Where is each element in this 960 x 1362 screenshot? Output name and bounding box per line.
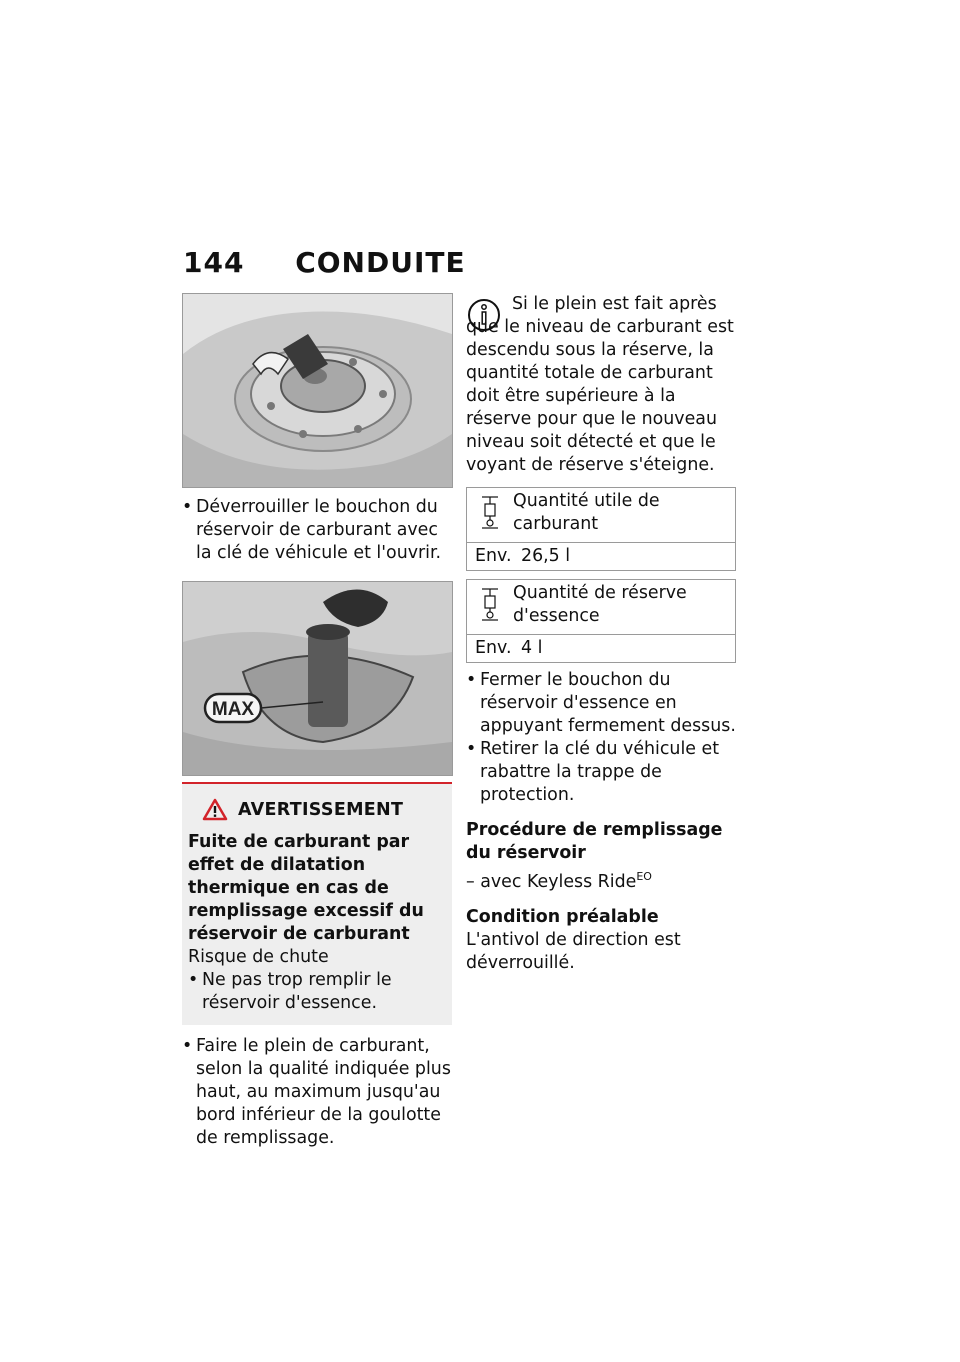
fuel-cap-photo <box>182 293 453 488</box>
info-note: Si le plein est fait après que le niveau de carburant est descendu sous la réserve, la quantité totale de carburant doit être supérieure à la réserve pour que le nouveau niveau soit détecté et que le voyant de réserve s'éteigne. <box>466 294 734 475</box>
spec-value: 4 l <box>521 638 543 658</box>
warning-title: AVERTISSEMENT <box>238 799 404 820</box>
page-header <box>183 246 466 279</box>
spec-key: Env. <box>475 638 512 658</box>
spec-key: Env. <box>475 546 512 566</box>
section-title: CONDUITE <box>295 246 466 279</box>
right-column <box>466 293 736 975</box>
filler-neck-photo <box>182 581 453 776</box>
list-item: • Retirer la clé du véhicule et rabattre la trappe de protection. <box>466 739 720 805</box>
fuel-pump-icon <box>480 586 500 622</box>
spec-label: Quantité utile de carburant <box>513 491 660 534</box>
condition-heading: Condition préalable <box>466 906 659 927</box>
spec-label: Quantité de réserve d'essence <box>513 583 687 626</box>
condition-text: L'antivol de direction est déverrouillé. <box>466 929 681 973</box>
keyless-line: – avec Keyless Ride$^{EO}$ <box>466 870 652 892</box>
spec-reserve-fuel <box>466 579 736 663</box>
procedure-heading: Procédure de remplissage du réservoir <box>466 820 723 863</box>
page-number: 144 <box>183 246 245 279</box>
warning-heading: Fuite de carburant par effet de dilatation thermique en cas de remplissage excessif du réservoir de carburant <box>188 832 424 944</box>
warning-triangle-icon <box>202 798 228 821</box>
max-label: MAX <box>211 699 255 720</box>
info-icon <box>466 297 502 333</box>
fuel-pump-icon <box>480 494 500 530</box>
filler-neck-illustration <box>183 582 452 775</box>
list-item: • Fermer le bouchon du réservoir d'essence en appuyant fermement dessus. <box>466 670 736 736</box>
warning-box <box>182 782 452 1025</box>
list-item: • Déverrouiller le bouchon du réservoir de carburant avec la clé de véhicule et l'ouvrir. <box>182 497 442 563</box>
list-item: • Faire le plein de carburant, selon la qualité indiquée plus haut, au maximum jusqu'au bord inférieur de la goulotte de remplissage. <box>182 1036 451 1148</box>
left-column <box>182 293 452 1150</box>
spec-value: 26,5 l <box>521 546 571 566</box>
list-item: • Ne pas trop remplir le réservoir d'essence. <box>188 970 392 1013</box>
fuel-cap-illustration <box>183 294 452 487</box>
warning-risk: Risque de chute <box>188 947 329 967</box>
spec-usable-fuel <box>466 487 736 571</box>
keyless-superscript: EO <box>636 870 652 883</box>
